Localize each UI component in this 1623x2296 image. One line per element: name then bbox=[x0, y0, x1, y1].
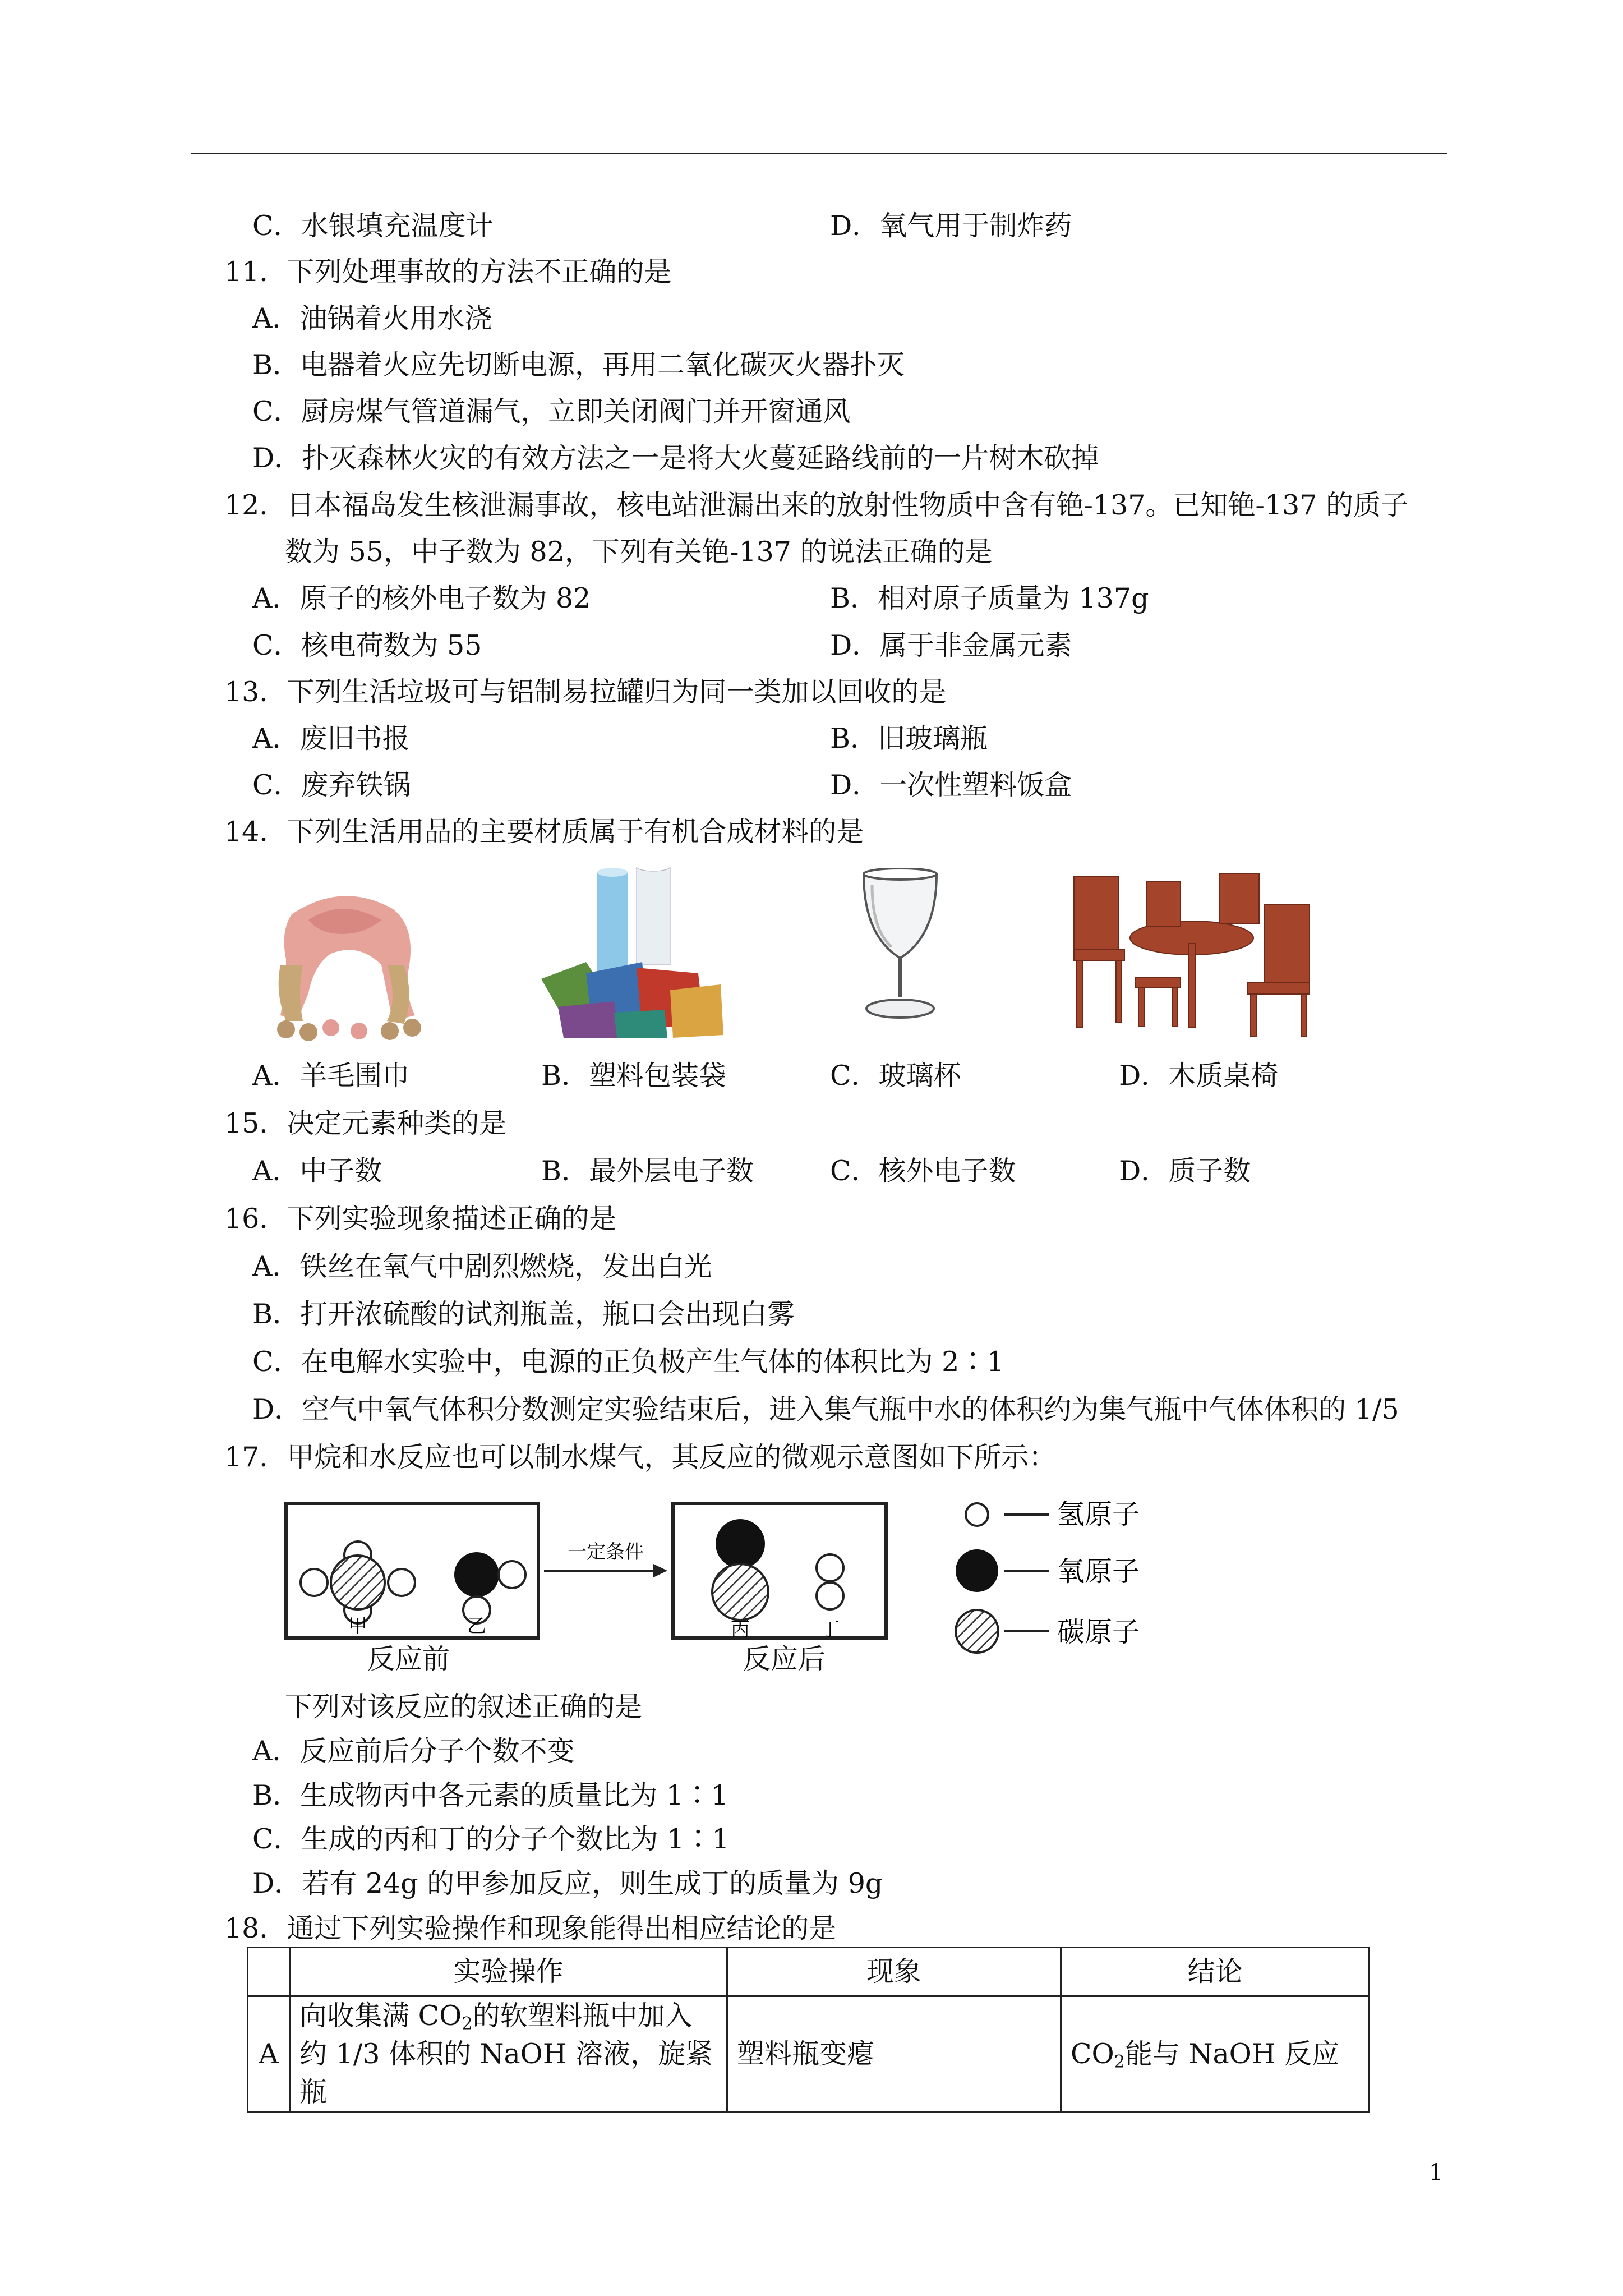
q13-option-a: A．废旧书报 bbox=[252, 723, 410, 754]
q15-option-a: A．中子数 bbox=[252, 1155, 382, 1187]
legend-c: 碳原子 bbox=[1057, 1616, 1140, 1648]
q13-stem: 13．下列生活垃圾可与铝制易拉罐归为同一类加以回收的是 bbox=[224, 676, 947, 708]
q16-option-c: C．在电解水实验中，电源的正负极产生气体的体积比为 2∶1 bbox=[252, 1346, 1004, 1378]
arrow-label: 一定条件 bbox=[568, 1541, 644, 1563]
before-label: 反应前 bbox=[367, 1643, 450, 1675]
methane-h-right bbox=[388, 1569, 415, 1596]
q14-option-c: C．玻璃杯 bbox=[830, 1060, 961, 1092]
water-h-right bbox=[499, 1561, 525, 1588]
plastic-bag-image bbox=[536, 867, 726, 1041]
methane-carbon bbox=[331, 1556, 385, 1609]
q16-option-b: B．打开浓硫酸的试剂瓶盖，瓶口会出现白雾 bbox=[252, 1298, 795, 1330]
co-carbon bbox=[712, 1564, 768, 1620]
q14-option-b: B．塑料包装袋 bbox=[541, 1060, 727, 1092]
q17-substem: 下列对该反应的叙述正确的是 bbox=[285, 1691, 643, 1723]
q11-stem: 11．下列处理事故的方法不正确的是 bbox=[224, 256, 672, 288]
table-header-conclusion: 结论 bbox=[1061, 1948, 1370, 1996]
q12-option-d: D．属于非金属元素 bbox=[830, 629, 1072, 661]
label-bing: 丙 bbox=[731, 1618, 750, 1641]
q16-option-a: A．铁丝在氧气中剧烈燃烧，发出白光 bbox=[252, 1250, 712, 1282]
q17-option-b: B．生成物丙中各元素的质量比为 1∶1 bbox=[252, 1779, 728, 1811]
q18-stem: 18．通过下列实验操作和现象能得出相应结论的是 bbox=[224, 1912, 837, 1944]
table-header-empty bbox=[248, 1948, 290, 1996]
q11-option-a: A．油锅着火用水浇 bbox=[252, 302, 492, 334]
q10-option-c: C．水银填充温度计 bbox=[252, 210, 494, 242]
table-header-phenomenon: 现象 bbox=[727, 1948, 1061, 1996]
q15-option-c: C．核外电子数 bbox=[830, 1155, 1016, 1187]
row-label: A bbox=[248, 1996, 290, 2113]
header-rule bbox=[191, 153, 1447, 154]
legend-c-circle bbox=[956, 1610, 998, 1653]
label-yi: 乙 bbox=[467, 1615, 486, 1637]
after-label: 反应后 bbox=[743, 1643, 826, 1675]
q11-option-d: D．扑灭森林火灾的有效方法之一是将大火蔓延路线前的一片树木砍掉 bbox=[252, 442, 1099, 474]
q14-option-a: A．羊毛围巾 bbox=[252, 1060, 410, 1092]
water-oxygen bbox=[454, 1552, 499, 1597]
page-number: 1 bbox=[1429, 2160, 1444, 2185]
after-box bbox=[673, 1503, 886, 1638]
q12-option-c: C．核电荷数为 55 bbox=[252, 629, 482, 661]
table-row bbox=[248, 1996, 1370, 2113]
q10-option-d: D．氧气用于制炸药 bbox=[830, 210, 1072, 242]
q17-option-d: D．若有 24g 的甲参加反应，则生成丁的质量为 9g bbox=[252, 1867, 883, 1899]
h2-bottom bbox=[817, 1582, 843, 1609]
methane-h-left bbox=[301, 1569, 328, 1596]
q14-option-d: D．木质桌椅 bbox=[1119, 1060, 1279, 1092]
q15-stem: 15．决定元素种类的是 bbox=[224, 1107, 507, 1139]
legend-h: 氢原子 bbox=[1057, 1498, 1140, 1530]
q13-option-d: D．一次性塑料饭盒 bbox=[830, 769, 1072, 801]
wooden-furniture-image bbox=[1052, 871, 1321, 1039]
q15-option-b: B．最外层电子数 bbox=[541, 1155, 754, 1187]
q17-option-c: C．生成的丙和丁的分子个数比为 1∶1 bbox=[252, 1823, 730, 1855]
q12-stem-cont: 数为 55，中子数为 82，下列有关铯-137 的说法正确的是 bbox=[285, 536, 993, 568]
q17-stem: 17．甲烷和水反应也可以制水煤气，其反应的微观示意图如下所示： bbox=[224, 1441, 1057, 1473]
q17-option-a: A．反应前后分子个数不变 bbox=[252, 1735, 575, 1767]
phenomenon-cell: 塑料瓶变瘪 bbox=[727, 1996, 1061, 2113]
q11-option-c: C．厨房煤气管道漏气，立即关闭阀门并开窗通风 bbox=[252, 395, 851, 427]
label-ding: 丁 bbox=[820, 1618, 840, 1641]
legend-o-circle bbox=[956, 1549, 998, 1592]
legend-o: 氧原子 bbox=[1057, 1556, 1140, 1588]
q13-option-c: C．废弃铁锅 bbox=[252, 769, 411, 801]
table-header-row bbox=[248, 1948, 1370, 1996]
wool-scarf-image bbox=[247, 881, 449, 1043]
label-jia: 甲 bbox=[348, 1615, 367, 1637]
q12-option-a: A．原子的核外电子数为 82 bbox=[252, 582, 591, 614]
operation-cell: 向收集满 $CO_2$的软塑料瓶中加入 约 1/3 体积的 NaOH 溶液，旋紧瓶 bbox=[290, 1996, 727, 2113]
q18-table bbox=[247, 1947, 1370, 2113]
h2-top bbox=[817, 1554, 843, 1581]
co-oxygen bbox=[716, 1519, 765, 1568]
table-header-operation: 实验操作 bbox=[290, 1948, 727, 1996]
q16-stem: 16．下列实验现象描述正确的是 bbox=[224, 1203, 617, 1235]
q12-stem: 12．日本福岛发生核泄漏事故，核电站泄漏出来的放射性物质中含有铯-137。已知铯-137 的质子 bbox=[224, 489, 1409, 521]
q16-option-d: D．空气中氧气体积分数测定实验结束后，进入集气瓶中水的体积约为集气瓶中气体体积的 1/5 bbox=[252, 1393, 1399, 1425]
legend-h-circle bbox=[966, 1503, 988, 1526]
q12-option-b: B．相对原子质量为 137g bbox=[830, 582, 1149, 614]
conclusion-cell: $CO_2$能与 NaOH 反应 bbox=[1061, 1996, 1370, 2113]
q11-option-b: B．电器着火应先切断电源，再用二氧化碳灭火器扑灭 bbox=[252, 349, 905, 381]
q13-option-b: B．旧玻璃瓶 bbox=[830, 723, 988, 754]
q15-option-d: D．质子数 bbox=[1119, 1155, 1251, 1187]
glass-cup-image bbox=[852, 868, 948, 1025]
q14-stem: 14．下列生活用品的主要材质属于有机合成材料的是 bbox=[224, 816, 864, 848]
